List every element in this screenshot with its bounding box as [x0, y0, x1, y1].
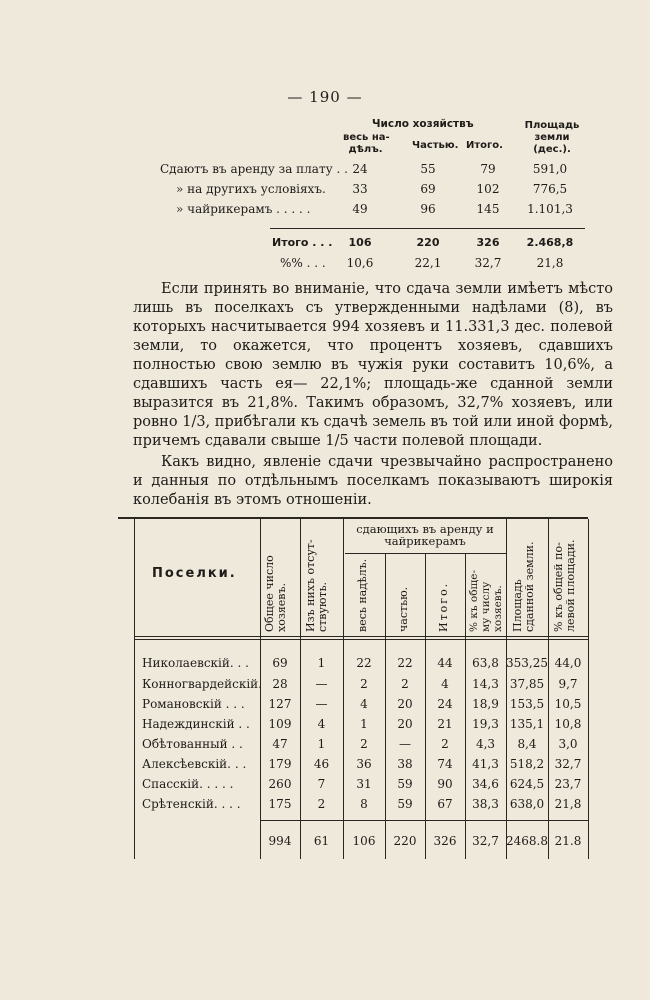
cell-total: 74 [437, 757, 453, 771]
cell-whole: 8 [360, 797, 368, 811]
cell-pct: 18,9 [472, 697, 499, 711]
settlement-name: Николаевскій. . . [142, 656, 249, 670]
header-pct-owners: % къ обще-му числу хозяевъ. [468, 569, 504, 632]
cell-area: 638,0 [509, 797, 545, 811]
header-pct-area: % къ общей по-левой площади. [552, 539, 577, 632]
table-top-rule [118, 517, 588, 519]
cell-pct-area: 10,5 [554, 697, 582, 711]
cell-total: 24 [437, 697, 453, 711]
cell-pct-area: 44,0 [554, 656, 582, 670]
table-totals-rule [260, 820, 588, 821]
header-whole: весь надѣлъ. [356, 558, 369, 632]
total-whole: 106 [352, 834, 376, 848]
cell-whole: 22 [356, 656, 372, 670]
settlement-name: Срѣтенскій. . . . [142, 797, 241, 811]
summary-cell: 102 [476, 182, 500, 196]
cell-area: 153,5 [509, 697, 545, 711]
cell-whole: 2 [360, 677, 368, 691]
settlement-name: Обѣтованный . . [142, 737, 243, 751]
table-col-rule [588, 519, 589, 859]
cell-owners: 47 [272, 737, 288, 751]
cell-area: 8,4 [517, 737, 537, 751]
cell-owners: 109 [268, 717, 292, 731]
cell-pct-area: 10,8 [554, 717, 582, 731]
cell-part: 20 [397, 717, 413, 731]
header-area: Площадь сданной земли. [511, 541, 536, 632]
header-settlements: Поселки. [152, 566, 237, 581]
cell-pct: 34,6 [472, 777, 499, 791]
summary-total-cell: 220 [416, 236, 440, 249]
total-area: 2468.8 [506, 834, 548, 848]
summary-cell: 33 [352, 182, 368, 196]
summary-total-cell: 106 [348, 236, 372, 249]
summary-header-part: Частью. [412, 140, 459, 151]
summary-cell: 24 [352, 162, 368, 176]
summary-header-total: Итого. [466, 140, 503, 151]
paragraph-1: Если принять во вниманіе, что сдача земли имѣетъ мѣсто лишь въ поселкахъ съ утвержденными надѣлами (8), въ которыхъ насчитывается 994 хозяевъ и 11.331,3 дес. полевой земли, то окажется, что процентъ хозяевъ, сдавшихъ полностью свою землю въ чужія руки составитъ 10,6%, а сдавшихъ часть ея— 22,1%; площадь-же сданной земли выразится въ 21,8%. Такимъ образомъ, 32,7% хозяевъ, или ровно 1/3, прибѣгали къ сдачѣ земель въ той или иной формѣ, причемъ сдавали свыше 1/5 части полевой площади. [133, 281, 613, 449]
cell-total: 4 [441, 677, 449, 691]
summary-cell: 145 [476, 202, 500, 216]
page-number: — 190 — [287, 88, 363, 106]
total-owners: 994 [268, 834, 292, 848]
cell-area: 353,25 [506, 656, 548, 670]
summary-cell: 49 [352, 202, 368, 216]
cell-part: 20 [397, 697, 413, 711]
summary-pct-cell: 32,7 [474, 256, 502, 270]
settlement-name: Романовскій . . . [142, 697, 245, 711]
header-absent: Изъ нихъ отсут-ствують. [304, 539, 329, 632]
cell-total: 2 [441, 737, 449, 751]
cell-whole: 4 [360, 697, 368, 711]
settlement-name: Конногвардейскій. [142, 677, 262, 691]
cell-whole: 2 [360, 737, 368, 751]
cell-pct: 41,3 [472, 757, 499, 771]
total-total: 326 [433, 834, 457, 848]
cell-pct-area: 9,7 [558, 677, 578, 691]
summary-header-area: Площадь земли (дес.). [524, 120, 580, 155]
summary-cell: 69 [420, 182, 436, 196]
cell-owners: 69 [272, 656, 288, 670]
cell-owners: 260 [268, 777, 292, 791]
cell-total: 44 [437, 656, 453, 670]
cell-part: 59 [397, 797, 413, 811]
header-renting-group: сдающихъ въ аренду и чайрикерамъ [356, 522, 494, 548]
cell-part: 59 [397, 777, 413, 791]
cell-pct-area: 23,7 [554, 777, 582, 791]
cell-area: 624,5 [509, 777, 545, 791]
cell-part: 38 [397, 757, 413, 771]
cell-pct-area: 32,7 [554, 757, 582, 771]
cell-owners: 28 [272, 677, 288, 691]
settlement-name: Алексѣевскій. . . [142, 757, 247, 771]
cell-pct: 4,3 [475, 737, 496, 751]
cell-pct: 38,3 [472, 797, 499, 811]
cell-part: — [399, 737, 411, 751]
cell-area: 37,85 [509, 677, 545, 691]
summary-row-label: » на другихъ условіяхъ. [176, 182, 326, 196]
cell-area: 135,1 [509, 717, 545, 731]
cell-total: 21 [437, 717, 453, 731]
table-col-rule [134, 519, 135, 859]
header-total-owners: Общее число хозяевъ. [263, 555, 288, 632]
summary-total-cell: 326 [476, 236, 500, 249]
cell-owners: 179 [268, 757, 292, 771]
cell-absent: — [315, 697, 328, 711]
summary-row-label: » чайрикерамъ . . . . . [176, 202, 311, 216]
header-part: частью. [397, 586, 410, 632]
settlement-name: Надеждинскій . . [142, 717, 250, 731]
body-text [133, 280, 613, 510]
summary-cell: 591,0 [532, 162, 568, 176]
cell-total: 90 [437, 777, 453, 791]
summary-row-label: Сдаютъ въ аренду за плату . . [160, 162, 348, 176]
summary-divider [270, 228, 585, 229]
cell-pct-area: 3,0 [558, 737, 578, 751]
summary-total-label: Итого . . . [272, 236, 333, 249]
summary-pct-cell: 10,6 [346, 256, 374, 270]
summary-pct-cell: 21,8 [536, 256, 564, 270]
cell-absent: 1 [317, 656, 326, 670]
cell-total: 67 [437, 797, 453, 811]
cell-absent: — [315, 677, 328, 691]
cell-owners: 127 [268, 697, 292, 711]
cell-part: 22 [397, 656, 413, 670]
table-header-rule-2 [134, 639, 588, 640]
total-part: 220 [393, 834, 417, 848]
cell-whole: 1 [360, 717, 368, 731]
summary-cell: 1.101,3 [527, 202, 573, 216]
summary-cell: 55 [420, 162, 436, 176]
settlement-name: Спасскій. . . . . [142, 777, 234, 791]
paragraph-2: Какъ видно, явленіе сдачи чрезвычайно распространено и данныя по отдѣльнымъ поселкамъ показываютъ широкія колебанія въ этомъ отношеніи. [133, 454, 613, 508]
cell-absent: 4 [317, 717, 326, 731]
table-header-rule [134, 636, 588, 637]
summary-cell: 96 [420, 202, 436, 216]
summary-header-whole: весь на- дѣлъ. [343, 132, 390, 155]
total-absent: 61 [313, 834, 330, 848]
cell-absent: 2 [317, 797, 326, 811]
cell-whole: 36 [356, 757, 372, 771]
cell-absent: 7 [317, 777, 326, 791]
summary-pct-cell: 22,1 [414, 256, 442, 270]
summary-pct-label: %% . . . [280, 256, 326, 270]
cell-absent: 46 [313, 757, 330, 771]
summary-total-cell: 2.468,8 [526, 236, 574, 249]
total-pct: 32,7 [472, 834, 499, 848]
cell-pct: 63,8 [472, 656, 499, 670]
total-pct-area: 21.8 [554, 834, 582, 848]
summary-cell: 79 [480, 162, 496, 176]
summary-cell: 776,5 [532, 182, 568, 196]
header-total: Итого. [437, 581, 450, 632]
cell-whole: 31 [356, 777, 372, 791]
cell-absent: 1 [317, 737, 326, 751]
cell-pct: 19,3 [472, 717, 499, 731]
cell-pct: 14,3 [472, 677, 499, 691]
cell-area: 518,2 [509, 757, 545, 771]
cell-pct-area: 21,8 [554, 797, 582, 811]
cell-part: 2 [401, 677, 409, 691]
summary-header-group: Число хозяйствъ [372, 118, 474, 130]
cell-owners: 175 [268, 797, 292, 811]
